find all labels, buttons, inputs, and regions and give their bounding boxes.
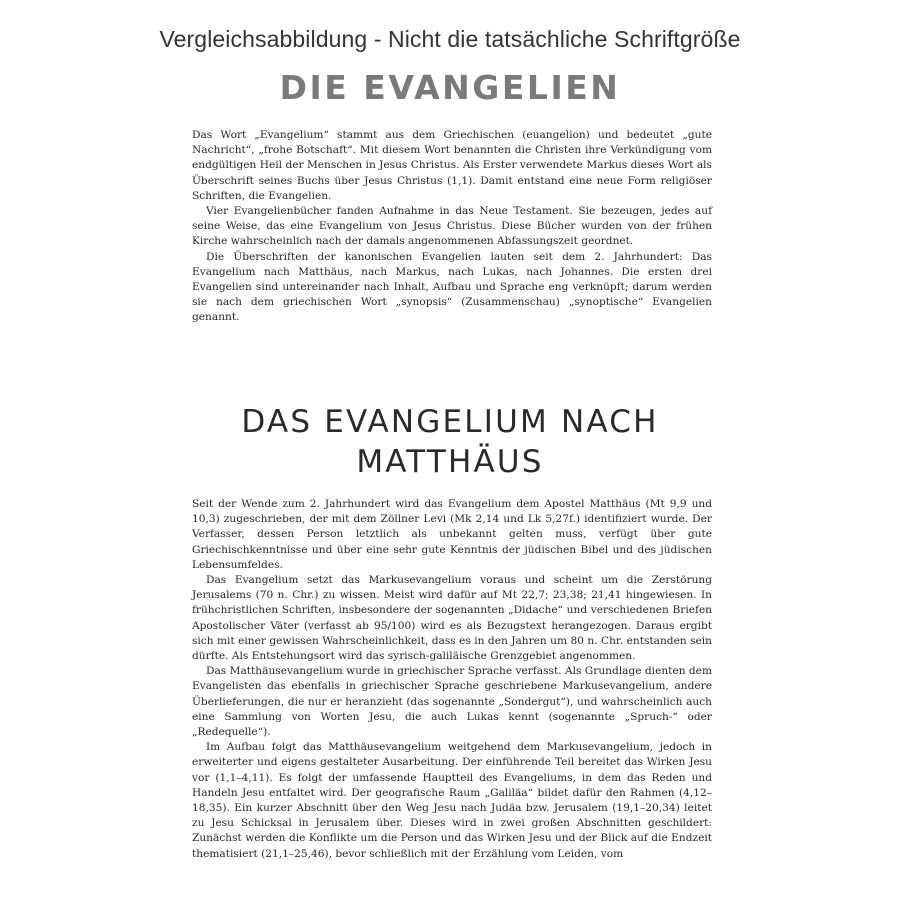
heading-matthaeus: [0, 402, 900, 482]
heading-line: DAS EVANGELIUM NACH: [241, 404, 659, 440]
paragraph: Das Wort „Evangelium“ stammt aus dem Griechischen (euangelion) und bedeutet „gute Nachricht“, „frohe Botschaft“. Mit diesem Wort benannten die Christen ihre Verkündigung vom endgültigen Heil der Menschen in Jesus Christus. Als Erster verwendete Markus dieses Wort als Überschrift seines Buchs über Jesus Christus (1,1). Damit entstand eine neue Form religiöser Schriften, die Evangelien.: [192, 129, 712, 202]
paragraph: Seit der Wende zum 2. Jahrhundert wird das Evangelium dem Apostel Matthäus (Mt 9,9 und 10,3) zugeschrieben, der mit dem Zöllner Levi (Mk 2,14 und Lk 5,27f.) identifiziert wurde. Der Verfasser, dessen Person letztlich als unbekannt gelten muss, verfügt über gute Griechischkenntnisse und über eine sehr gute Kenntnis der jüdischen Bibel und des jüdischen Lebensumfeldes.: [192, 498, 712, 571]
intro-text-block: [192, 128, 712, 326]
heading-line: MATTHÄUS: [356, 444, 544, 480]
paragraph: Das Evangelium setzt das Markusevangelium voraus und scheint um die Zerstörung Jerusalems (70 n. Chr.) zu wissen. Meist wird dafür auf Mt 22,7; 23,38; 21,41 hingewiesen. In frühchristlichen Schriften, insbesondere der sogenannten „Didache“ und verschiedenen Briefen Apostolischer Väter (verfasst ab 95/100) wird es als Bezugstext herangezogen. Daraus ergibt sich mit einer gewissen Wahrscheinlichkeit, dass es in den Jahren um 80 n. Chr. entstanden sein dürfte. Als Entstehungsort wird das syrisch-galiläische Grenzgebiet angenommen.: [192, 574, 712, 663]
matthaeus-text-block: [192, 497, 712, 862]
comparison-caption: Vergleichsabbildung - Nicht die tatsächliche Schriftgröße: [159, 26, 741, 52]
heading-die-evangelien: DIE EVANGELIEN: [279, 68, 621, 107]
paragraph: Vier Evangelienbücher fanden Aufnahme in das Neue Testament. Sie bezeugen, jedes auf seine Weise, das eine Evangelium von Jesus Christus. Diese Bücher wurden von der frühen Kirche wahrscheinlich nach der damals angenommenen Abfassungszeit geordnet.: [192, 205, 712, 248]
paragraph: Die Überschriften der kanonischen Evangelien lauten seit dem 2. Jahrhundert: Das Evangelium nach Matthäus, nach Markus, nach Lukas, nach Johannes. Die ersten drei Evangelien sind untereinander nach Inhalt, Aufbau und Sprache eng verknüpft; darum werden sie nach dem griechischen Wort „synopsis“ (Zusammenschau) „synoptische“ Evangelien genannt.: [192, 250, 712, 324]
paragraph: Das Matthäusevangelium wurde in griechischer Sprache verfasst. Als Grundlage dienten dem Evangelisten das ebenfalls in griechischer Sprache geschriebene Markusevangelium, andere Überlieferungen, die nur er heranzieht (das sogenannte „Sondergut“), und wahrscheinlich auch eine Sammlung von Worten Jesu, die auch Lukas kennt (sogenannte „Spruch-“ oder „Redequelle“).: [192, 665, 712, 739]
paragraph: Im Aufbau folgt das Matthäusevangelium weitgehend dem Markusevangelium, jedoch in erweiterter und eigens gestalteter Ausarbeitung. Der einführende Teil bereitet das Wirken Jesu vor (1,1–4,11). Es folgt der umfassende Hauptteil des Evangeliums, in dem das Reden und Handeln Jesu entfaltet wird. Der geografische Raum „Galiläa“ bildet dafür den Rahmen (4,12–18,35). Ein kurzer Abschnitt über den Weg Jesu nach Judäa bzw. Jerusalem (19,1–20,34) leitet zu Jesu Schicksal in Jerusalem über. Dieses wird in zwei großen Abschnitten geschildert: Zunächst werden die Konflikte um die Person und das Wirken Jesu und der Blick auf die Endzeit thematisiert (21,1–25,46), bevor schließlich mit der Erzählung vom Leiden, vom: [192, 741, 712, 860]
